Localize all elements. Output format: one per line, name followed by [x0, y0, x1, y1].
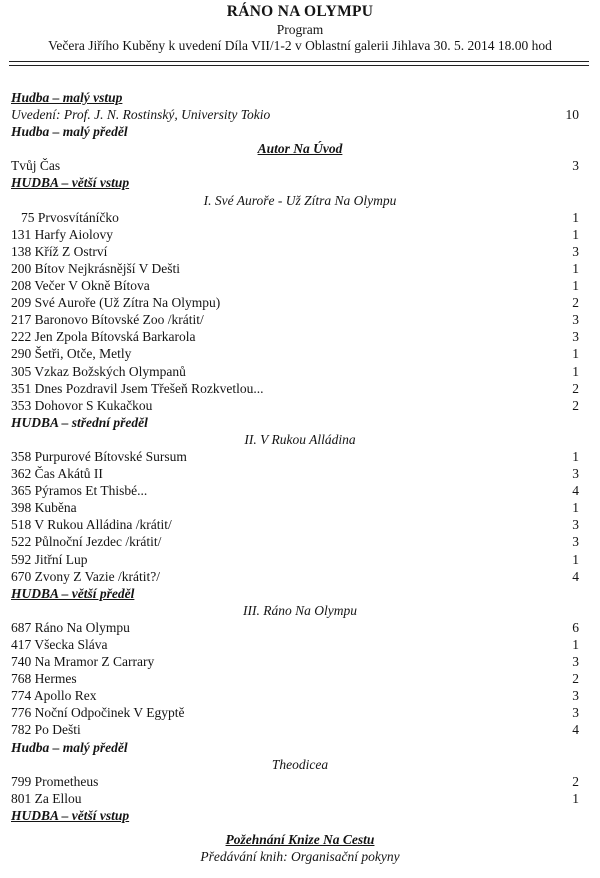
- poem-title: 305 Vzkaz Božských Olympanů: [11, 363, 186, 379]
- poem-title: 362 Čas Akátů II: [11, 466, 103, 482]
- poem-item: [0, 294, 600, 311]
- poem-title: 687 Ráno Na Olympu: [11, 619, 130, 635]
- duration-value: 3: [572, 243, 579, 259]
- duration-value: 3: [572, 705, 579, 721]
- poem-title: 801 Za Ellou: [11, 790, 82, 806]
- header-divider: [9, 65, 589, 66]
- poem-item: [0, 619, 600, 636]
- music-interlude-label: HUDBA – větší vstup: [11, 175, 130, 191]
- poem-item: [0, 653, 600, 670]
- program-list: [0, 89, 600, 824]
- duration-value: 3: [572, 688, 579, 704]
- poem-title: 799 Prometheus: [11, 773, 99, 789]
- section-heading: [0, 602, 600, 619]
- section-heading-label: I. Své Auroře - Už Zítra Na Olympu: [203, 192, 397, 208]
- music-interlude: [0, 585, 600, 602]
- poem-title: 592 Jitřní Lup: [11, 551, 88, 567]
- poem-item: [0, 516, 600, 533]
- poem-title: 522 Půlnoční Jezdec /krátit/: [11, 534, 162, 550]
- poem-title: 208 Večer V Okně Bítova: [11, 278, 150, 294]
- closing-note: Předávání knih: Organisační pokyny: [200, 849, 400, 864]
- program-subtitle: Program: [276, 22, 324, 37]
- introduction-line-label: Uvedení: Prof. J. N. Rostinský, University Tokio: [11, 107, 271, 123]
- poem-title: 200 Bítov Nejkrásnější V Dešti: [11, 260, 180, 276]
- poem-title: 768 Hermes: [11, 671, 77, 687]
- duration-value: 2: [572, 773, 579, 789]
- duration-value: 4: [572, 483, 579, 499]
- duration-value: 3: [572, 534, 579, 550]
- music-interlude-label: Hudba – malý předěl: [11, 739, 128, 755]
- poem-item: [0, 448, 600, 465]
- poem-title: 131 Harfy Aiolovy: [11, 226, 113, 242]
- poem-title: 75 Prvosvítáníčko: [21, 209, 119, 225]
- poem-title: 351 Dnes Pozdravil Jsem Třešeň Rozkvetlou...: [11, 380, 264, 396]
- duration-value: 1: [572, 363, 579, 379]
- duration-value: 1: [572, 209, 579, 225]
- section-heading-label: Autor Na Úvod: [257, 141, 343, 157]
- duration-value: 1: [572, 346, 579, 362]
- poem-item: [0, 363, 600, 380]
- poem-item: [0, 551, 600, 568]
- music-interlude-label: HUDBA – střední předěl: [11, 414, 148, 430]
- poem-item: [0, 328, 600, 345]
- poem-item: [0, 721, 600, 738]
- duration-value: 3: [572, 466, 579, 482]
- music-interlude: [0, 414, 600, 431]
- section-heading-label: II. V Rukou Alládina: [244, 431, 356, 447]
- duration-value: 1: [572, 260, 579, 276]
- poem-item: [0, 704, 600, 721]
- poem-item: [0, 380, 600, 397]
- duration-value: 1: [572, 637, 579, 652]
- duration-value: 4: [572, 568, 579, 584]
- duration-value: 3: [572, 654, 579, 670]
- poem-title: 358 Purpurové Bítovské Sursum: [11, 448, 187, 464]
- poem-title: 290 Šetři, Otče, Metly: [11, 346, 132, 362]
- duration-value: 4: [572, 722, 579, 738]
- poem-item: [0, 499, 600, 516]
- duration-value: 1: [572, 278, 579, 294]
- poem-item: [0, 465, 600, 482]
- music-interlude: [0, 739, 600, 756]
- duration-value: 2: [572, 380, 579, 396]
- music-interlude-label: Hudba – malý vstup: [11, 90, 123, 105]
- section-heading: [0, 192, 600, 209]
- music-interlude: [0, 807, 600, 824]
- duration-value: 3: [572, 517, 579, 533]
- poem-title: 776 Noční Odpočinek V Egyptě: [11, 705, 185, 721]
- poem-item: [0, 533, 600, 550]
- poem-item: [0, 243, 600, 260]
- poem-item: [0, 345, 600, 362]
- event-description: Večera Jiřího Kuběny k uvedení Díla VII/1-2 v Oblastní galerii Jihlava 30. 5. 2014 18.00 hod: [48, 38, 552, 53]
- duration-value: 1: [572, 500, 579, 516]
- program-title: RÁNO NA OLYMPU: [226, 3, 374, 20]
- duration-value: 1: [572, 226, 579, 242]
- poem-item: [0, 311, 600, 328]
- introduction-line: [0, 106, 600, 123]
- music-interlude-label: HUDBA – větší předěl: [11, 585, 135, 601]
- section-heading: [0, 756, 600, 773]
- duration-value: 1: [572, 790, 579, 806]
- poem-item: [0, 568, 600, 585]
- poem-title: 740 Na Mramor Z Carrary: [11, 654, 155, 670]
- poem-title: 398 Kuběna: [11, 500, 77, 516]
- poem-item: [0, 636, 600, 653]
- section-heading-label: Theodicea: [271, 756, 329, 772]
- duration-value: 2: [572, 671, 579, 687]
- closing-blessing: Požehnání Knize Na Cestu: [225, 832, 375, 847]
- poem-title: 353 Dohovor S Kukačkou: [11, 397, 153, 413]
- duration-value: 10: [565, 107, 579, 123]
- poem-title: 217 Baronovo Bítovské Zoo /krátit/: [11, 312, 204, 328]
- poem-item: [0, 687, 600, 704]
- poem-title: 417 Všecka Sláva: [11, 637, 108, 652]
- poem-title: 209 Své Auroře (Už Zítra Na Olympu): [11, 295, 221, 311]
- poem-title: 365 Pýramos Et Thisbé...: [11, 483, 148, 499]
- duration-value: 2: [572, 397, 579, 413]
- duration-value: 1: [572, 448, 579, 464]
- poem-item: [0, 277, 600, 294]
- poem-title: 138 Kříž Z Ostrví: [11, 243, 108, 259]
- poem-title: 782 Po Dešti: [11, 722, 81, 738]
- section-heading: [0, 431, 600, 448]
- duration-value: 3: [572, 329, 579, 345]
- poem-item: [0, 157, 600, 174]
- poem-item: [0, 226, 600, 243]
- poem-title: 518 V Rukou Alládina /krátit/: [11, 517, 172, 533]
- poem-item: [0, 482, 600, 499]
- music-interlude: [0, 123, 600, 140]
- poem-item: [0, 790, 600, 807]
- poem-item: [0, 260, 600, 277]
- poem-title: 222 Jen Zpola Bítovská Barkarola: [11, 329, 196, 345]
- duration-value: 3: [572, 312, 579, 328]
- duration-value: 2: [572, 295, 579, 311]
- poem-item: [0, 209, 600, 226]
- poem-item: [0, 773, 600, 790]
- section-heading-label: III. Ráno Na Olympu: [243, 602, 357, 618]
- poem-title: Tvůj Čas: [11, 158, 61, 174]
- music-interlude: [0, 89, 600, 106]
- music-interlude-label: Hudba – malý předěl: [11, 124, 128, 140]
- poem-title: 670 Zvony Z Vazie /krátit?/: [11, 568, 160, 584]
- music-interlude: [0, 174, 600, 191]
- poem-item: [0, 670, 600, 687]
- music-interlude-label: HUDBA – větší vstup: [11, 807, 130, 823]
- duration-value: 1: [572, 551, 579, 567]
- header-divider: [9, 61, 589, 62]
- section-heading: [0, 140, 600, 157]
- poem-item: [0, 397, 600, 414]
- duration-value: 3: [572, 158, 579, 174]
- poem-title: 774 Apollo Rex: [11, 688, 97, 704]
- duration-value: 6: [572, 619, 579, 635]
